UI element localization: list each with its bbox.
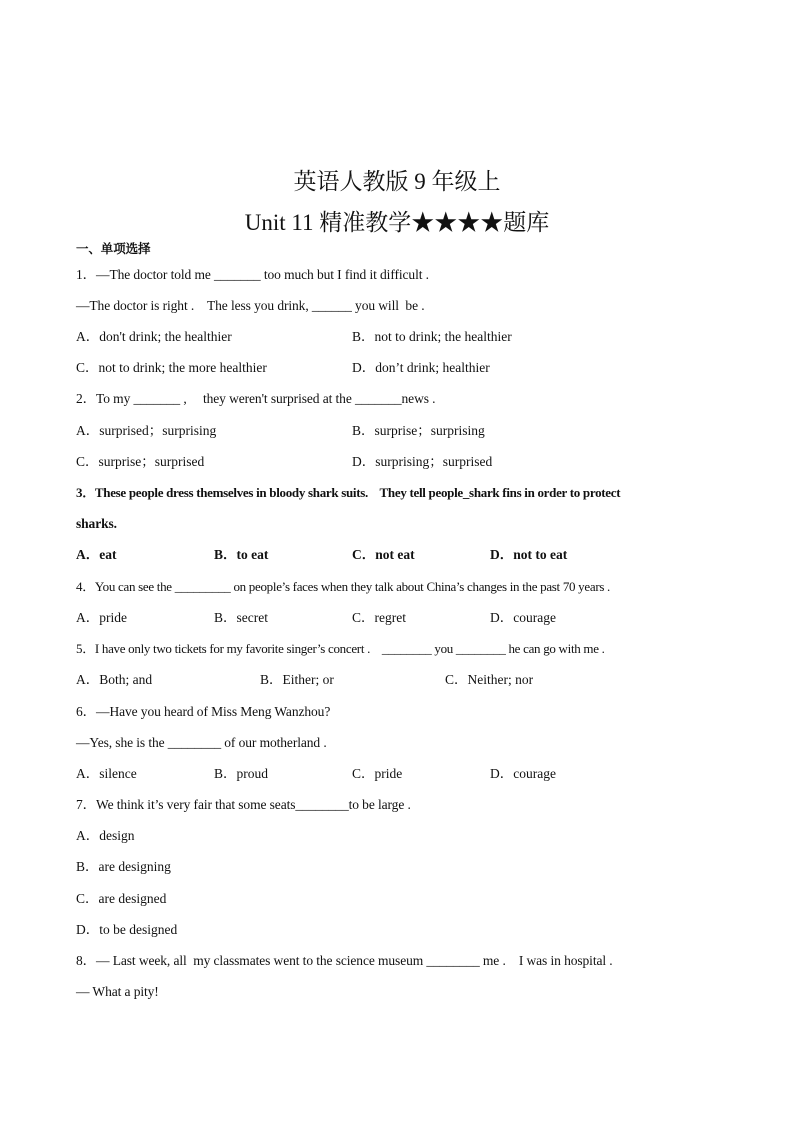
q4-option-d[interactable]: D．courage — [490, 610, 556, 625]
q1-stem-2: —The doctor is right . The less you drink, ______ you will be . — [76, 298, 425, 313]
q4-option-c[interactable]: C．regret — [352, 610, 406, 625]
q1-stem: 1．—The doctor told me _______ too much but I find it difficult . — [76, 267, 429, 282]
q6-stem-2: —Yes, she is the ________ of our motherland . — [76, 735, 327, 750]
q6-option-d[interactable]: D．courage — [490, 766, 556, 781]
q6-option-a[interactable]: A．silence — [76, 766, 137, 781]
document-subtitle: Unit 11 精准教学★★★★题库 — [244, 210, 550, 235]
q8-stem: 8．— Last week, all my classmates went to the science museum ________ me . I was in hospital . — [76, 953, 613, 968]
document-title: 英语人教版 9 年级上 — [293, 169, 501, 194]
q3-option-d[interactable]: D．not to eat — [490, 547, 568, 562]
q5-option-a[interactable]: A．Both; and — [76, 672, 153, 687]
q2-option-c[interactable]: C．surprise；surprised — [76, 454, 205, 469]
q5-option-c[interactable]: C．Neither; nor — [445, 672, 534, 687]
q5-stem: 5．I have only two tickets for my favorite singer’s concert . ________ you ________ he can go with me . — [76, 641, 605, 656]
q3-stem-2: sharks. — [76, 516, 117, 531]
q1-option-a[interactable]: A．don't drink; the healthier — [76, 329, 232, 344]
q8-stem-2: — What a pity! — [76, 984, 159, 999]
q2-option-b[interactable]: B．surprise；surprising — [352, 423, 485, 438]
q4-stem: 4．You can see the _________ on people’s faces when they talk about China’s changes in the past 70 years . — [76, 579, 611, 594]
q1-option-b[interactable]: B．not to drink; the healthier — [352, 329, 512, 344]
q3-option-c[interactable]: C．not eat — [352, 547, 415, 562]
q1-option-d[interactable]: D．don’t drink; healthier — [352, 360, 490, 375]
q5-option-b[interactable]: B．Either; or — [260, 672, 334, 687]
q1-option-c[interactable]: C．not to drink; the more healthier — [76, 360, 267, 375]
q3-option-b[interactable]: B．to eat — [214, 547, 269, 562]
q7-option-a[interactable]: A．design — [76, 828, 135, 843]
q2-option-d[interactable]: D．surprising；surprised — [352, 454, 493, 469]
q2-option-a[interactable]: A．surprised；surprising — [76, 423, 217, 438]
q4-option-a[interactable]: A．pride — [76, 610, 127, 625]
section-heading: 一、单项选择 — [76, 242, 151, 256]
q7-option-c[interactable]: C．are designed — [76, 891, 167, 906]
q3-option-a[interactable]: A．eat — [76, 547, 117, 562]
q6-option-c[interactable]: C．pride — [352, 766, 403, 781]
q7-option-b[interactable]: B．are designing — [76, 859, 171, 874]
q3-stem: 3．These people dress themselves in bloody shark suits. They tell people_shark fins in order to protect — [76, 485, 621, 500]
q7-option-d[interactable]: D．to be designed — [76, 922, 178, 937]
q7-stem: 7．We think it’s very fair that some seats________to be large . — [76, 797, 411, 812]
q4-option-b[interactable]: B．secret — [214, 610, 268, 625]
q6-stem: 6．—Have you heard of Miss Meng Wanzhou? — [76, 704, 331, 719]
q6-option-b[interactable]: B．proud — [214, 766, 268, 781]
q2-stem: 2．To my _______ , they weren't surprised at the _______news . — [76, 391, 436, 406]
